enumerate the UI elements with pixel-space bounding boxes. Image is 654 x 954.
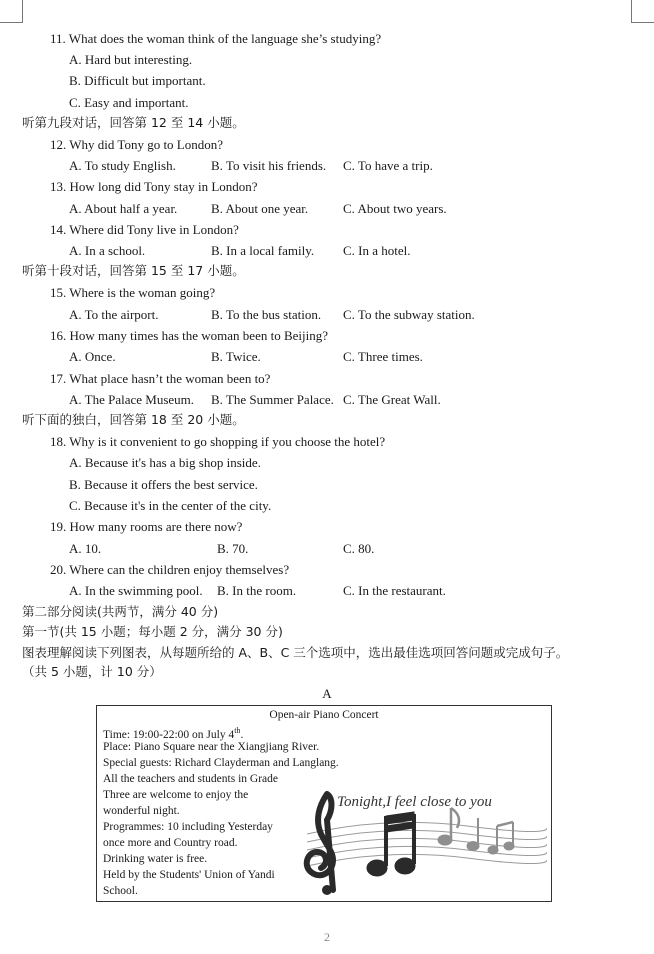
q12-option-c: C. To have a trip. <box>343 158 433 173</box>
crop-mark-top-right <box>631 0 654 23</box>
q15-option-c: C. To the subway station. <box>343 307 475 322</box>
q14-option-a: A. In a school. <box>69 243 146 258</box>
question-13: 13. How long did Tony stay in London? <box>50 179 258 194</box>
question-17: 17. What place hasn’t the woman been to? <box>50 371 271 386</box>
poster-line-6: wonderful night. <box>103 805 180 817</box>
music-notes-illustration <box>297 786 547 898</box>
q19-option-a: A. 10. <box>69 541 102 556</box>
q18-option-a: A. Because it's has a big shop inside. <box>69 455 261 470</box>
poster-guests: Special guests: Richard Clayderman and Langlang. <box>103 757 339 769</box>
q15-option-b: B. To the bus station. <box>211 307 322 322</box>
q16-option-c: C. Three times. <box>343 349 423 364</box>
poster-line-8: once more and Country road. <box>103 837 238 849</box>
q17-option-c: C. The Great Wall. <box>343 392 441 407</box>
q17-option-b: B. The Summer Palace. <box>211 392 334 407</box>
question-16: 16. How many times has the woman been to Beijing? <box>50 328 329 343</box>
poster-place: Place: Piano Square near the Xiangjiang River. <box>103 741 320 753</box>
q11-option-c: C. Easy and important. <box>69 95 189 110</box>
q20-option-b: B. In the room. <box>217 583 297 598</box>
question-19: 19. How many rooms are there now? <box>50 519 243 534</box>
question-11: 11. What does the woman think of the language she’s studying? <box>50 31 382 46</box>
poster-line-10: Held by the Students' Union of Yandi <box>103 869 275 881</box>
treble-clef-icon <box>307 794 333 895</box>
question-12: 12. Why did Tony go to London? <box>50 137 224 152</box>
q17-option-a: A. The Palace Museum. <box>69 392 195 407</box>
question-18: 18. Why is it convenient to go shopping if you choose the hotel? <box>50 434 386 449</box>
question-20: 20. Where can the children enjoy themselves? <box>50 562 290 577</box>
passage-label: A <box>322 686 332 701</box>
q16-option-b: B. Twice. <box>211 349 261 364</box>
q19-option-b: B. 70. <box>217 541 249 556</box>
q12-option-b: B. To visit his friends. <box>211 158 327 173</box>
q15-option-a: A. To the airport. <box>69 307 159 322</box>
poster-line-7: Programmes: 10 including Yesterday <box>103 821 273 833</box>
q14-option-b: B. In a local family. <box>211 243 315 258</box>
q11-option-a: A. Hard but interesting. <box>69 52 193 67</box>
q13-option-b: B. About one year. <box>211 201 309 216</box>
q11-option-b: B. Difficult but important. <box>69 73 206 88</box>
monologue-heading: 听下面的独白，回答第 18 至 20 小题。 <box>22 412 245 427</box>
section-10-heading: 听第十段对话，回答第 15 至 17 小题。 <box>22 263 245 278</box>
poster-line-9: Drinking water is free. <box>103 853 208 865</box>
part-2-heading: 第二部分阅读(共两节，满分 40 分) <box>22 604 219 619</box>
small-notes-icon <box>438 808 514 854</box>
q12-option-a: A. To study English. <box>69 158 176 173</box>
question-14: 14. Where did Tony live in London? <box>50 222 239 237</box>
poster-line-5: Three are welcome to enjoy the <box>103 789 249 801</box>
q20-option-c: C. In the restaurant. <box>343 583 446 598</box>
poster-time: Time: 19:00-22:00 on July 4th. <box>103 726 244 741</box>
poster-slogan: Tonight,I feel close to you <box>337 794 492 810</box>
poster-line-4: All the teachers and students in Grade <box>103 773 278 785</box>
page-number: 2 <box>324 930 330 944</box>
q18-option-b: B. Because it offers the best service. <box>69 477 258 492</box>
q20-option-a: A. In the swimming pool. <box>69 583 203 598</box>
q16-option-a: A. Once. <box>69 349 116 364</box>
section-9-heading: 听第九段对话，回答第 12 至 14 小题。 <box>22 115 245 130</box>
poster-line-11: School. <box>103 885 138 897</box>
instruction-line-2: （共 5 小题，计 10 分） <box>22 664 162 679</box>
poster-title: Open-air Piano Concert <box>269 709 379 721</box>
question-15: 15. Where is the woman going? <box>50 285 216 300</box>
instruction-line-1: 图表理解阅读下列图表，从每题所给的 A、B、C 三个选项中，选出最佳选项回答问题或完成句子。 <box>22 645 569 660</box>
concert-poster <box>96 705 552 902</box>
q13-option-a: A. About half a year. <box>69 201 178 216</box>
crop-mark-top-left <box>0 0 23 23</box>
q14-option-c: C. In a hotel. <box>343 243 411 258</box>
part-2-section-1-heading: 第一节(共 15 小题；每小题 2 分，满分 30 分) <box>22 624 283 639</box>
q19-option-c: C. 80. <box>343 541 375 556</box>
q13-option-c: C. About two years. <box>343 201 447 216</box>
q18-option-c: C. Because it's in the center of the city. <box>69 498 272 513</box>
eighth-notes-icon <box>367 812 415 876</box>
